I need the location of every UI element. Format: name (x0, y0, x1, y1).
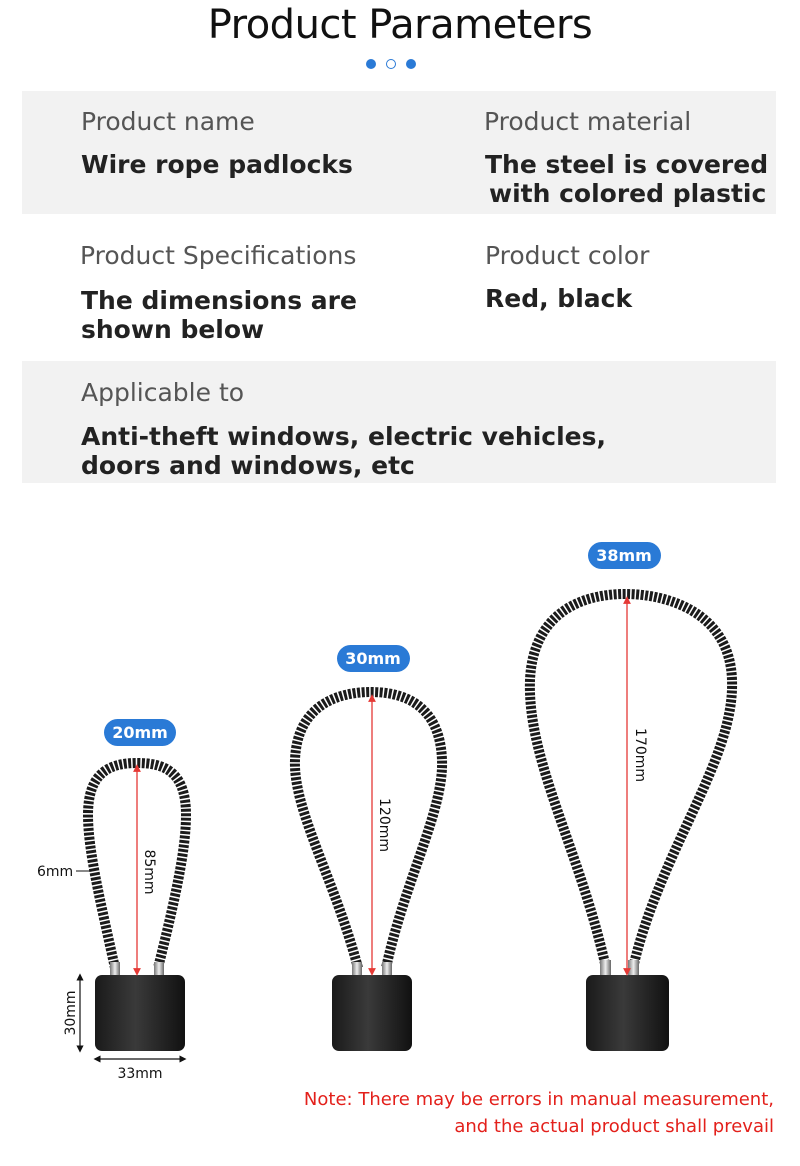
cable-collar (628, 960, 639, 976)
product-name-label: Product name (81, 107, 255, 136)
spec-line: The dimensions are (81, 286, 357, 315)
product-color-label: Product color (485, 241, 650, 270)
note-line: Note: There may be errors in manual measurement, (303, 1089, 774, 1110)
width-badge-label: 38mm (596, 546, 652, 565)
indicator-dot (406, 59, 416, 69)
note-line: and the actual product shall prevail (454, 1116, 774, 1137)
large-padlock (530, 542, 732, 1051)
lock-body (332, 975, 412, 1051)
cable-collar (110, 962, 120, 976)
cable (295, 692, 442, 968)
applicable-line: doors and windows, etc (81, 451, 415, 480)
cable (530, 594, 732, 968)
spec-line: shown below (81, 315, 265, 344)
height-label: 85mm (141, 849, 157, 895)
page-title: Product Parameters (207, 2, 593, 48)
indicator-dot (366, 59, 376, 69)
carousel-indicator (366, 59, 416, 69)
applicable-line: Anti-theft windows, electric vehicles, (81, 422, 606, 451)
lock-body (95, 975, 185, 1051)
material-line: with colored plastic (489, 179, 767, 208)
small-padlock (37, 719, 186, 1080)
medium-padlock (295, 645, 442, 1051)
width-badge-label: 20mm (112, 723, 168, 742)
product-color-value: Red, black (485, 284, 633, 313)
cable-collar (352, 962, 362, 976)
product-material-label: Product material (484, 107, 692, 136)
cable-collar (154, 962, 164, 976)
lock-body (586, 975, 669, 1051)
indicator-dot (386, 59, 396, 69)
cable-collar (600, 960, 611, 976)
applicable-label: Applicable to (81, 378, 245, 407)
product-material-value (485, 150, 768, 208)
height-label: 120mm (376, 798, 392, 852)
height-label: 170mm (632, 728, 648, 782)
body-width-label: 33mm (117, 1066, 163, 1080)
material-line: The steel is covered (485, 150, 769, 179)
product-specifications-value (81, 286, 357, 344)
applicable-value (81, 422, 606, 480)
body-height-label: 30mm (63, 990, 79, 1036)
measurement-note (304, 1086, 774, 1140)
cable-label: 6mm (37, 864, 74, 880)
cable-collar (382, 962, 392, 976)
product-specifications-label: Product Specifications (80, 241, 357, 270)
width-badge-label: 30mm (345, 649, 401, 668)
padlock-dimensions-figure (0, 520, 800, 1080)
product-name-value: Wire rope padlocks (81, 150, 353, 179)
